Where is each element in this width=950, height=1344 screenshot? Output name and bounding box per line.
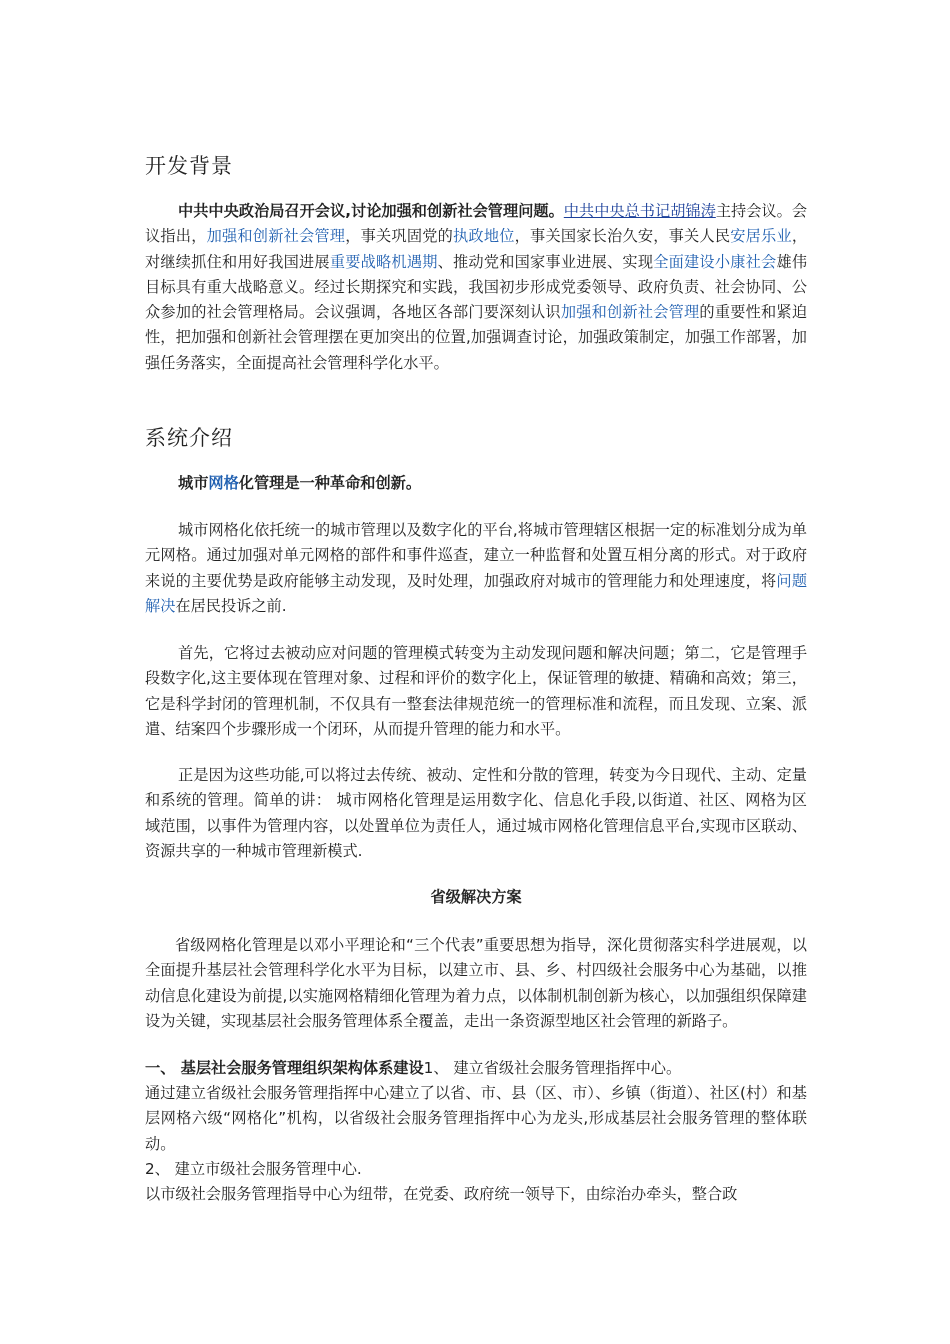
link-strategic-opportunity[interactable]: 重要战略机遇期 [329,252,438,271]
intro-paragraph-1 [145,518,807,619]
provincial-solution-title [145,885,807,910]
item-2-heading: 2、 建立市级社会服务管理中心. [145,1160,362,1178]
background-paragraph [145,199,807,376]
link-grid[interactable]: 网格 [208,474,239,492]
intro-paragraph-2: 首先，它将过去被动应对问题的管理模式转变为主动发现问题和解决问题；第二，它是管理手段数字化,这主要体现在管理对象、过程和评价的数字化上，保证管理的敏捷、精确和高效；第三，它是科学封闭的管理机制，不仅具有一整套法律规范统一的管理标准和流程，而且发现、立案、派遣、结案四个步骤形成一个闭环，从而提升管理的能力和水平。 [145,644,807,738]
link-live-and-work[interactable]: 安居乐业 [730,227,792,246]
text-span: 主持会议。会议指出， [145,202,808,246]
item-2-body: 以市级社会服务管理指导中心为纽带，在党委、政府统一领导下，由综治办牵头，整合政 [145,1185,738,1203]
text-span: 1、 建立省级社会服务管理指挥中心。 [423,1059,682,1077]
intro-lead [145,471,807,496]
bold-text: 城市 [178,474,209,492]
link-ruling-position[interactable]: 执政地位 [453,227,515,246]
title-text: 省级解决方案 [430,888,522,906]
section-heading-intro: 系统介绍 [145,426,233,450]
text-span: 城市网格化依托统一的城市管理以及数字化的平台,将城市管理辖区根据一定的标准划分成为单元网格。通过加强对单元网格的部件和事件巡查，建立一种监督和处置互相分离的形式。对于政府来说的主要优势是政府能够主动发现，及时处理，加强政府对城市的管理能力和处理速度，将 [145,521,807,590]
provincial-paragraph: 省级网格化管理是以邓小平理论和“三个代表”重要思想为指导，深化贯彻落实科学进展观，以全面提升基层社会管理科学化水平为目标，以建立市、县、乡、村四级社会服务中心为基础，以推动信息化建设为前提,以实施网格精细化管理为着力点，以体制机制创新为核心，以加强组织保障建设为关键，实现基层社会服务管理体系全覆盖，走出一条资源型地区社会管理的新路子。 [145,936,807,1030]
link-general-secretary[interactable]: 中共中央总书记胡锦涛 [563,202,716,220]
text-span: ，事关国家长治久安，事关人民 [514,227,731,246]
link-xiaokang-society[interactable]: 全面建设小康社会 [653,252,777,271]
text-span: 在居民投诉之前. [175,596,287,615]
intro-paragraph-3: 正是因为这些功能,可以将过去传统、被动、定性和分散的管理，转变为今日现代、主动、定量和系统的管理。简单的讲： 城市网格化管理是运用数字化、信息化手段,以街道、社区、网格为区域范围，以事件为管理内容，以处置单位为责任人，通过城市网格化管理信息平台,实现市区联动、资源共享的一种城市管理新模式. [145,766,807,860]
link-problem-solving[interactable]: 问题解决 [145,571,808,615]
section-heading-background: 开发背景 [145,154,233,178]
item-1-body: 通过建立省级社会服务管理指挥中心建立了以省、市、县（区、市）、乡镇（街道）、社区(村）和基层网格六级“网格化”机构，以省级社会服务管理指挥中心为龙头,形成基层社会服务管理的整体联动。 [145,1084,807,1153]
text-span: 、推动党和国家事业进展、实现 [437,252,654,271]
text-span: ，对继续抓住和用好我国进展 [145,227,808,271]
bold-text: 一、 基层社会服务管理组织架构体系建设 [145,1059,424,1077]
link-social-management-2[interactable]: 加强和创新社会管理 [560,303,700,322]
bold-text: 化管理是一种革命和创新。 [238,474,421,492]
link-social-management[interactable]: 加强和创新社会管理 [206,227,346,246]
item-1-heading [145,1056,807,1081]
text-span: 雄伟目标具有重大战略意义。经过长期探究和实践，我国初步形成党委领导、政府负责、社会协同、公众参加的社会管理格局。会议强调，各地区各部门要深刻认识 [145,252,808,322]
bold-lead-text: 中共中央政治局召开会议,讨论加强和创新社会管理问题。 [178,202,564,220]
text-span: 的重要性和紧迫性，把加强和创新社会管理摆在更加突出的位置,加强调查讨论，加强政策制定，加强工作部署，加强任务落实，全面提高社会管理科学化水平。 [145,303,808,372]
text-span: ，事关巩固党的 [345,227,454,246]
